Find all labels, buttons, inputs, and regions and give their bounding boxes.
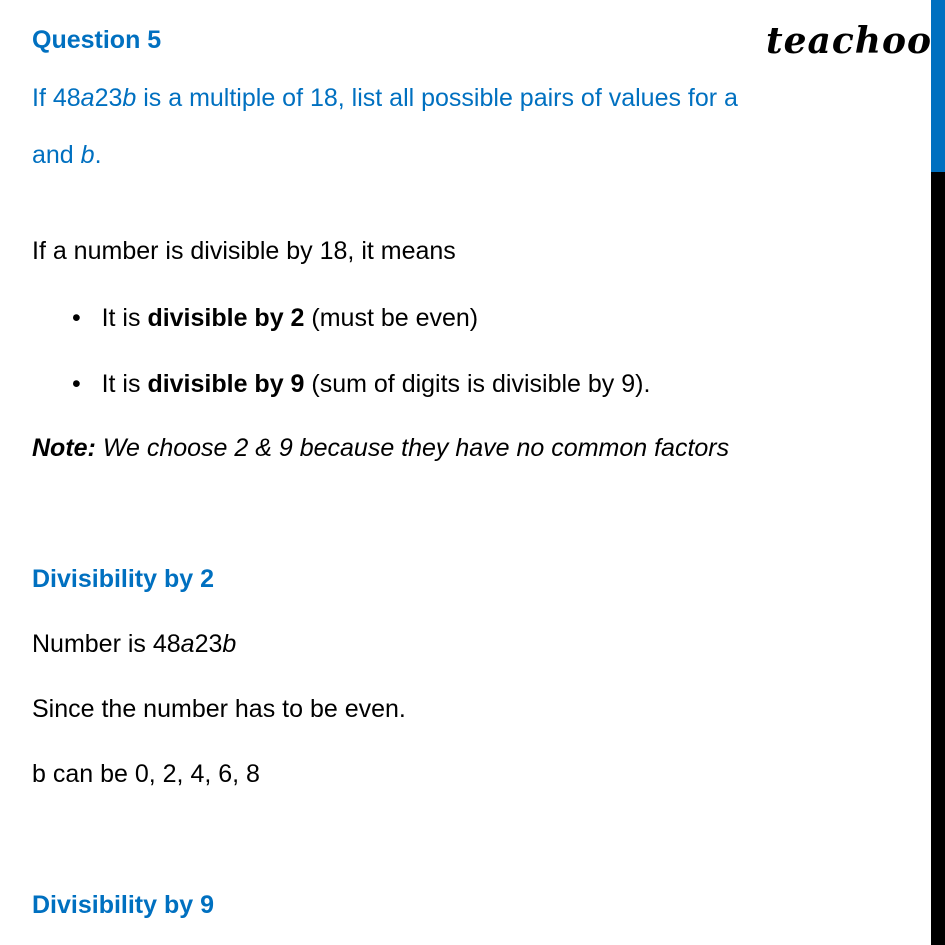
note-text: Note: We choose 2 & 9 because they have no common factors [32, 434, 730, 462]
b-values-line: b can be 0, 2, 4, 6, 8 [32, 760, 260, 788]
side-accent-bar [931, 0, 945, 172]
even-line: Since the number has to be even. [32, 695, 406, 723]
section-title-div2: Divisibility by 2 [32, 565, 215, 593]
bullet-item: • It is divisible by 2 (must be even) [72, 304, 479, 332]
question-line-1: If 48a23b is a multiple of 18, list all possible pairs of values for a [32, 84, 738, 112]
side-dark-bar [931, 172, 945, 945]
section-title-div9: Divisibility by 9 [32, 891, 215, 919]
bullet-item: • It is divisible by 9 (sum of digits is divisible by 9). [72, 370, 651, 398]
number-line: Number is 48a23b [32, 630, 237, 658]
question-title: Question 5 [32, 26, 162, 54]
intro-text: If a number is divisible by 18, it means [32, 237, 456, 265]
question-line-2: and b. [32, 141, 102, 169]
teachoo-logo: teachoo [766, 20, 932, 62]
